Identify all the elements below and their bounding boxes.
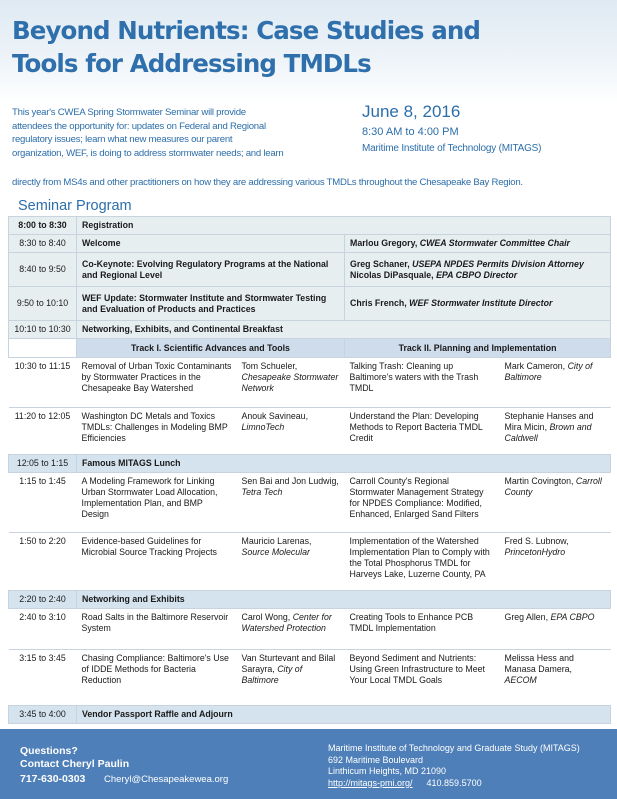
event-date: June 8, 2016: [362, 102, 461, 121]
intro-line: organization, WEF, is doing to address stormwater needs; and learn: [12, 147, 284, 159]
footer-venue-link[interactable]: http://mitags-pmi.org/: [328, 777, 413, 788]
footer-venue-line: 692 Maritime Boulevard: [328, 754, 424, 765]
track-header-row: [9, 339, 611, 358]
row-title: Welcome: [77, 235, 345, 253]
row-time: 9:50 to 10:10: [9, 287, 77, 321]
track-1-speaker: Van Sturtevant and Bilal Sarayra, City of Baltimore: [237, 650, 345, 706]
intro-line: attendees the opportunity for: updates on Federal and Regional: [12, 120, 266, 132]
session-row: [9, 609, 611, 650]
track-1-talk: Road Salts in the Baltimore Reservoir System: [77, 609, 237, 650]
program-row-closing: [9, 706, 611, 724]
footer-venue-line: Linthicum Heights, MD 21090: [328, 766, 447, 776]
title-line-2: Tools for Addressing TMDLs: [12, 49, 371, 78]
row-title: Networking and Exhibits: [77, 591, 611, 609]
track-2-speaker: Greg Allen, EPA CBPO: [500, 609, 611, 650]
event-venue: Maritime Institute of Technology (MITAGS): [362, 143, 542, 154]
track-2-talk: Understand the Plan: Developing Methods to Report Bacteria TMDL Credit: [345, 408, 500, 455]
program-row-keynote: [9, 253, 611, 287]
row-time: 1:50 to 2:20: [9, 533, 77, 591]
track-2-speaker: Mark Cameron, City of Baltimore: [500, 358, 611, 408]
program-row-wef-update: [9, 287, 611, 321]
program-table: [8, 216, 611, 724]
title-line-1: Beyond Nutrients: Case Studies and: [12, 16, 481, 45]
intro-line: This year's CWEA Spring Stormwater Seminar will provide: [12, 107, 246, 118]
track-1-speaker: Mauricio Larenas, Source Molecular: [237, 533, 345, 591]
row-title: WEF Update: Stormwater Institute and Stormwater Testing and Evaluation of Products and Practices: [77, 287, 345, 321]
program-row-networking-exhibits: [9, 591, 611, 609]
row-time: 8:30 to 8:40: [9, 235, 77, 253]
row-time: 1:15 to 1:45: [9, 473, 77, 533]
track-2-speaker: Fred S. Lubnow, PrincetonHydro: [500, 533, 611, 591]
row-title: Famous MITAGS Lunch: [77, 455, 611, 473]
track-1-talk: A Modeling Framework for Linking Urban Stormwater Load Allocation, Implementation Plan, and BMP Design: [77, 473, 237, 533]
track-2-speaker: Martin Covington, Carroll County: [500, 473, 611, 533]
footer-contact-email[interactable]: Cheryl@Chesapeakewea.org: [104, 774, 229, 785]
session-row: [9, 650, 611, 706]
track-2-talk: Implementation of the Watershed Implementation Plan to Comply with the Total Phosphorus TMDL for Harveys Lake, Luzerne County, PA: [345, 533, 500, 591]
track-2-talk: Beyond Sediment and Nutrients: Using Green Infrastructure to Meet Your Local TMDL Goals: [345, 650, 500, 706]
program-row-lunch: [9, 455, 611, 473]
row-time: 3:45 to 4:00: [9, 706, 77, 724]
footer-questions-heading: Questions?: [20, 745, 78, 757]
session-row: [9, 473, 611, 533]
track-1-speaker: Sen Bai and Jon Ludwig, Tetra Tech: [237, 473, 345, 533]
row-title: Vendor Passport Raffle and Adjourn: [77, 706, 611, 724]
row-time: 2:40 to 3:10: [9, 609, 77, 650]
track-2-header: Track II. Planning and Implementation: [345, 339, 611, 358]
row-title: Registration: [77, 217, 611, 235]
track-1-talk: Removal of Urban Toxic Contaminants by Stormwater Practices in the Chesapeake Bay Watershed: [77, 358, 237, 408]
row-speaker: Chris French, WEF Stormwater Institute Director: [345, 287, 611, 321]
intro-line: regulatory issues; learn what new measures our parent: [12, 134, 233, 145]
footer-band: [0, 729, 617, 799]
footer-venue-line: Maritime Institute of Technology and Graduate Study (MITAGS): [328, 743, 580, 753]
intro-paragraph: [12, 106, 352, 160]
program-row-registration: [9, 217, 611, 235]
program-row-networking-breakfast: [9, 321, 611, 339]
footer-contact-name: Contact Cheryl Paulin: [20, 758, 130, 770]
page-title: [12, 14, 612, 80]
track-header-blank: [9, 339, 77, 358]
row-time: 10:10 to 10:30: [9, 321, 77, 339]
track-1-talk: Chasing Compliance: Baltimore's Use of IDDE Methods for Bacteria Reduction: [77, 650, 237, 706]
track-1-speaker: Tom Schueler, Chesapeake Stormwater Network: [237, 358, 345, 408]
row-time: 8:40 to 9:50: [9, 253, 77, 287]
track-1-speaker: Carol Wong, Center for Watershed Protection: [237, 609, 345, 650]
row-title: Networking, Exhibits, and Continental Breakfast: [77, 321, 611, 339]
row-speaker: Marlou Gregory, CWEA Stormwater Committee Chair: [345, 235, 611, 253]
header-band: [0, 0, 617, 104]
track-1-talk: Washington DC Metals and Toxics TMDLs: Challenges in Modeling BMP Efficiencies: [77, 408, 237, 455]
footer-venue-block: [328, 743, 580, 789]
program-heading: Seminar Program: [18, 198, 132, 214]
track-2-speaker: Stephanie Hanses and Mira Micin, Brown and Caldwell: [500, 408, 611, 455]
row-time: 8:00 to 8:30: [9, 217, 77, 235]
row-title: Co-Keynote: Evolving Regulatory Programs at the National and Regional Level: [77, 253, 345, 287]
footer-contact-phone: 717-630-0303: [20, 773, 86, 785]
session-row: [9, 408, 611, 455]
session-row: [9, 358, 611, 408]
event-time: 8:30 AM to 4:00 PM: [362, 126, 459, 138]
session-row: [9, 533, 611, 591]
track-2-talk: Creating Tools to Enhance PCB TMDL Implementation: [345, 609, 500, 650]
track-1-header: Track I. Scientific Advances and Tools: [77, 339, 345, 358]
track-2-talk: Talking Trash: Cleaning up Baltimore's waters with the Trash TMDL: [345, 358, 500, 408]
track-2-speaker: Melissa Hess and Manasa Damera, AECOM: [500, 650, 611, 706]
row-speaker: Greg Schaner, USEPA NPDES Permits Division Attorney Nicolas DiPasquale, EPA CBPO Director: [345, 253, 611, 287]
row-time: 10:30 to 11:15: [9, 358, 77, 408]
track-1-speaker: Anouk Savineau, LimnoTech: [237, 408, 345, 455]
row-time: 11:20 to 12:05: [9, 408, 77, 455]
program-row-welcome: [9, 235, 611, 253]
footer-venue-phone: 410.859.5700: [426, 777, 482, 788]
row-time: 12:05 to 1:15: [9, 455, 77, 473]
track-2-talk: Carroll County's Regional Stormwater Management Strategy for NPDES Compliance: Modified, Enhanced, Enlarged Sand Filters: [345, 473, 500, 533]
row-time: 2:20 to 2:40: [9, 591, 77, 609]
track-1-talk: Evidence-based Guidelines for Microbial Source Tracking Projects: [77, 533, 237, 591]
footer-venue-contact-line: [328, 778, 580, 790]
intro-line-tail: directly from MS4s and other practitioners on how they are addressing various TMDLs throughout the Chesapeake Bay Region.: [12, 177, 523, 188]
row-time: 3:15 to 3:45: [9, 650, 77, 706]
